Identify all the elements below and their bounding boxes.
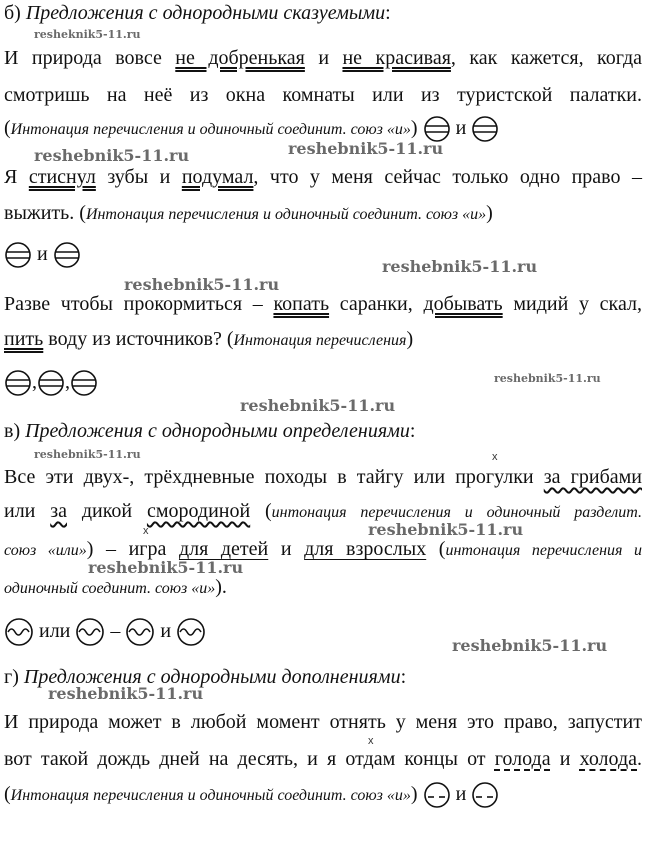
x-marker: x <box>368 735 374 747</box>
scheme-b2 <box>4 240 81 268</box>
heading-letter: г) <box>4 666 19 688</box>
intonation-note: одиночный соединит. союз «и» <box>4 580 216 597</box>
attribute-wave-circle-icon <box>4 618 34 646</box>
homogeneous-predicate: копать <box>273 293 330 315</box>
text: и <box>550 748 580 770</box>
intonation-note: Интонация перечисления и одиночный соединит. союз «и» <box>10 787 411 804</box>
dash: – <box>110 620 121 642</box>
text: воду из источников? ( <box>43 328 234 350</box>
text: и <box>304 47 343 69</box>
attribute-wave-circle-icon <box>176 618 206 646</box>
watermark: reshebnik5-11.ru <box>382 257 538 276</box>
text: , как кажется, когда <box>450 47 643 69</box>
watermark: reshebnik5-11.ru <box>494 372 601 385</box>
intonation-note: союз «или» <box>4 542 87 559</box>
sentence-b1-line1 <box>4 46 642 70</box>
text: . <box>637 748 643 770</box>
x-marker: x <box>492 451 498 463</box>
watermark: reshebnik5-11.ru <box>48 684 204 703</box>
watermark: reshebnik5-11.ru <box>88 558 244 577</box>
scheme-b3 <box>4 368 98 396</box>
text: Разве чтобы прокормиться – <box>4 293 274 315</box>
heading-colon: : <box>385 2 391 24</box>
predicate-circle-icon <box>37 370 65 396</box>
heading-letter: б) <box>4 2 21 24</box>
separator: , <box>32 371 37 393</box>
text: , что у меня сейчас только одно право – <box>253 166 642 188</box>
sentence-b2-line2 <box>4 201 493 227</box>
intonation-note: Интонация перечисления и одиночный соединит. союз «и» <box>10 121 411 138</box>
separator: , <box>65 371 70 393</box>
watermark: resheknik5-11.ru <box>34 28 141 41</box>
scheme-v <box>4 617 206 646</box>
watermark: reshebnik5-11.ru <box>288 139 444 158</box>
attribute-wave-circle-icon <box>75 618 105 646</box>
sentence-b3-line1 <box>4 292 642 316</box>
text: ( <box>4 783 11 805</box>
text: ) <box>406 328 414 350</box>
sentence-g-line2 <box>4 747 642 771</box>
text: и <box>268 538 305 560</box>
sentence-g-line1: И природа может в любой момент отнять у меня это право, запустит <box>4 711 642 733</box>
predicate-circle-icon <box>4 370 32 396</box>
conjunction: и <box>37 243 48 265</box>
heading-text: Предложения с однородными дополнениями <box>23 666 401 688</box>
sentence-v-line2 <box>4 499 642 525</box>
heading-b <box>4 1 391 25</box>
watermark: reshebnik5-11.ru <box>124 275 280 294</box>
watermark: reshebnik5-11.ru <box>34 448 141 461</box>
text: выжить. ( <box>4 202 86 224</box>
watermark: reshebnik5-11.ru <box>34 146 190 165</box>
intonation-note: интонация перечисления и одиночный разделит. <box>271 504 642 521</box>
text: саранки, <box>329 293 424 315</box>
text: ( <box>426 538 446 560</box>
homogeneous-attribute: для детей <box>178 538 269 560</box>
text: ) <box>486 202 493 224</box>
text: ). <box>215 576 227 598</box>
predicate-circle-icon <box>70 370 98 396</box>
conjunction: и <box>455 783 467 805</box>
text: ) <box>410 117 418 139</box>
homogeneous-predicate: добывать <box>423 293 503 315</box>
homogeneous-predicate: не добренькая <box>175 47 305 69</box>
heading-letter: в) <box>4 420 21 442</box>
text: ) – игра <box>86 538 179 560</box>
object-dash-circle-icon <box>423 782 451 808</box>
watermark: reshebnik5-11.ru <box>452 636 608 655</box>
intonation-note: интонация перечисления и <box>445 542 643 559</box>
text: зубы и <box>95 166 182 188</box>
predicate-circle-icon <box>471 116 499 142</box>
homogeneous-attribute: за грибами <box>543 466 642 488</box>
homogeneous-attribute: смородиной <box>146 500 251 522</box>
text: вот такой дождь дней на десять, и я отдам концы от <box>4 748 495 770</box>
heading-text: Предложения с однородными определениями <box>25 420 410 442</box>
homogeneous-predicate: не красивая <box>342 47 451 69</box>
sentence-b1-line2: смотришь на неё из окна комнаты или из туристской палатки. <box>4 84 642 106</box>
predicate-circle-icon <box>53 242 81 268</box>
homogeneous-object: голода <box>494 748 551 770</box>
sentence-g-note <box>4 782 499 808</box>
text: или <box>4 500 51 522</box>
text: дикой <box>67 500 147 522</box>
object-dash-circle-icon <box>471 782 499 808</box>
text: ( <box>250 500 272 522</box>
conjunction: и <box>455 117 467 139</box>
text: И природа вовсе <box>4 47 176 69</box>
sentence-b2-line1 <box>4 165 642 189</box>
watermark: reshebnik5-11.ru <box>368 520 524 539</box>
text: Все эти двух-, трёхдневные походы в тайгу или прогулки <box>4 466 544 488</box>
sentence-v-line4 <box>4 575 227 601</box>
heading-colon: : <box>400 666 407 688</box>
intonation-note: Интонация перечисления <box>233 332 407 349</box>
homogeneous-attribute: за <box>50 500 67 522</box>
watermark: reshebnik5-11.ru <box>240 396 396 415</box>
text: Я <box>4 166 29 188</box>
predicate-circle-icon <box>4 242 32 268</box>
conjunction: или <box>39 620 71 642</box>
homogeneous-predicate: подумал <box>181 166 254 188</box>
attribute-wave-circle-icon <box>125 618 155 646</box>
homogeneous-attribute: для взрослых <box>304 538 427 560</box>
heading-v <box>4 419 415 443</box>
x-marker: x <box>143 525 149 537</box>
heading-text: Предложения с однородными сказуемыми <box>25 2 386 24</box>
sentence-v-line1 <box>4 465 642 489</box>
homogeneous-predicate: стиснул <box>28 166 96 188</box>
text: ) <box>410 783 418 805</box>
sentence-b3-line2 <box>4 327 413 353</box>
homogeneous-predicate: пить <box>4 328 44 350</box>
homogeneous-object: холода <box>579 748 638 770</box>
heading-colon: : <box>409 420 416 442</box>
text: мидий у скал, <box>502 293 643 315</box>
intonation-note: Интонация перечисления и одиночный соединит. союз «и» <box>85 206 487 223</box>
text: ( <box>4 117 11 139</box>
conjunction: и <box>160 620 172 642</box>
